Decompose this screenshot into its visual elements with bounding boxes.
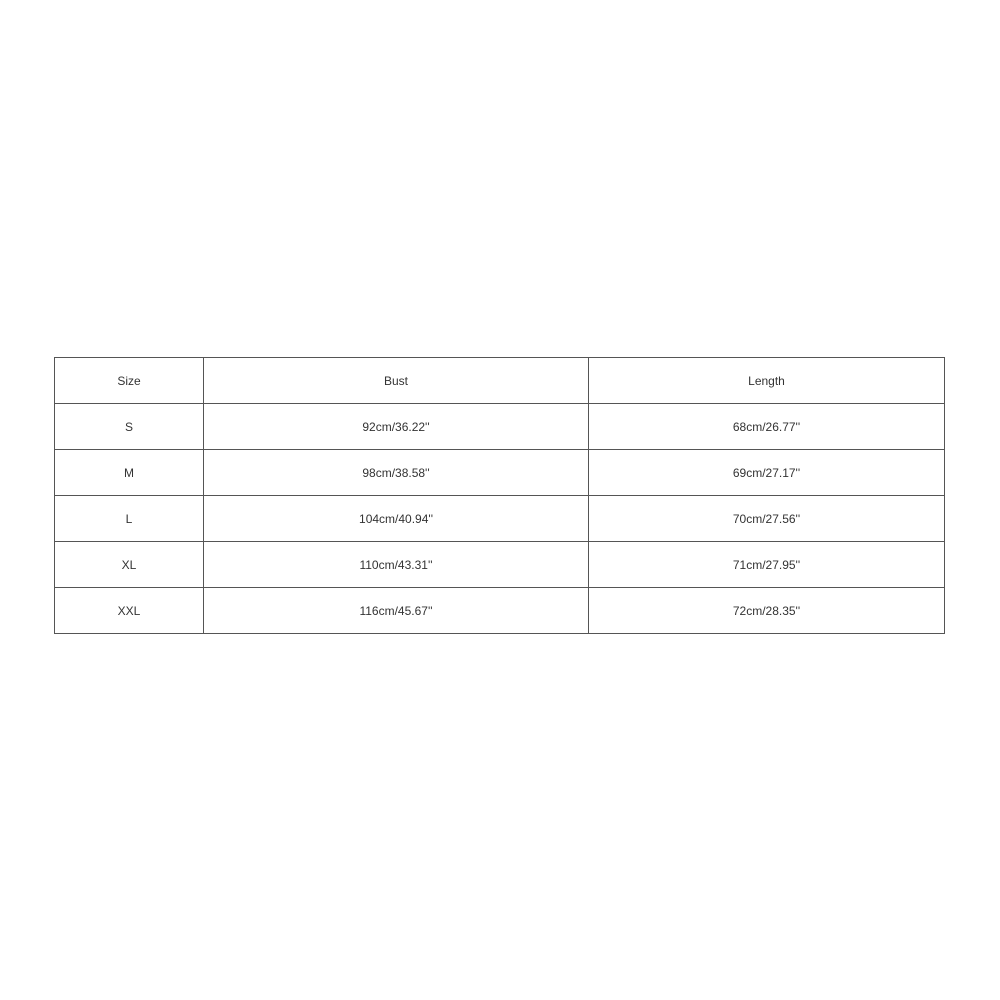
cell-length: 68cm/26.77'' — [589, 404, 945, 450]
header-size: Size — [55, 358, 204, 404]
size-chart-table — [54, 357, 945, 634]
cell-size: L — [55, 496, 204, 542]
cell-length: 71cm/27.95'' — [589, 542, 945, 588]
cell-length: 72cm/28.35'' — [589, 588, 945, 634]
table-row — [55, 542, 945, 588]
table-row — [55, 588, 945, 634]
cell-bust: 110cm/43.31'' — [204, 542, 589, 588]
cell-length: 70cm/27.56'' — [589, 496, 945, 542]
table-header-row — [55, 358, 945, 404]
cell-bust: 92cm/36.22'' — [204, 404, 589, 450]
table-row — [55, 450, 945, 496]
cell-length: 69cm/27.17'' — [589, 450, 945, 496]
cell-size: XXL — [55, 588, 204, 634]
cell-bust: 116cm/45.67'' — [204, 588, 589, 634]
table-row — [55, 496, 945, 542]
table-row — [55, 404, 945, 450]
header-bust: Bust — [204, 358, 589, 404]
cell-bust: 104cm/40.94'' — [204, 496, 589, 542]
cell-size: M — [55, 450, 204, 496]
cell-bust: 98cm/38.58'' — [204, 450, 589, 496]
cell-size: XL — [55, 542, 204, 588]
cell-size: S — [55, 404, 204, 450]
header-length: Length — [589, 358, 945, 404]
